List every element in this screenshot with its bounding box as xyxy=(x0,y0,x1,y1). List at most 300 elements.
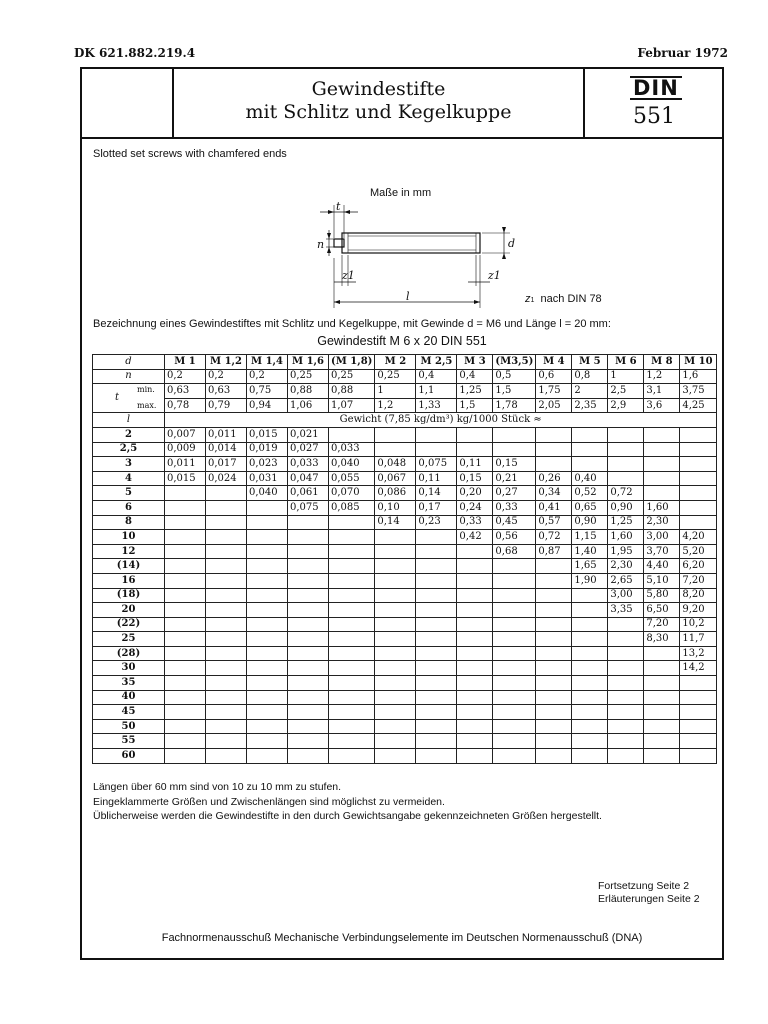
n-label: n xyxy=(93,369,165,384)
length-row xyxy=(93,676,717,691)
weight-cell: 0,11 xyxy=(416,471,457,486)
weight-cell xyxy=(457,646,493,661)
weight-cell xyxy=(536,676,572,691)
weight-cell xyxy=(165,500,206,515)
length-cell: 40 xyxy=(93,690,165,705)
length-row xyxy=(93,690,717,705)
weight-cell: 2,65 xyxy=(608,573,644,588)
weight-cell xyxy=(416,588,457,603)
weight-cell xyxy=(457,617,493,632)
weight-cell: 0,33 xyxy=(457,515,493,530)
length-cell: 30 xyxy=(93,661,165,676)
weight-cell xyxy=(457,544,493,559)
t-min-cell: 3,75 xyxy=(680,384,717,399)
n-cell: 0,2 xyxy=(247,369,288,384)
weight-cell xyxy=(206,661,247,676)
weight-cell xyxy=(206,500,247,515)
weight-cell xyxy=(536,457,572,472)
size-header-cell: M 3 xyxy=(457,355,493,370)
weight-cell xyxy=(572,632,608,647)
weight-table xyxy=(92,354,717,764)
weight-cell: 3,00 xyxy=(608,588,644,603)
weight-cell: 1,60 xyxy=(644,500,680,515)
weight-cell: 0,024 xyxy=(206,471,247,486)
weight-cell xyxy=(572,603,608,618)
weight-cell xyxy=(608,690,644,705)
weight-cell: 0,007 xyxy=(165,427,206,442)
weight-cell xyxy=(375,573,416,588)
weight-cell xyxy=(165,530,206,545)
weight-cell: 5,20 xyxy=(680,544,717,559)
weight-cell xyxy=(288,676,329,691)
weight-cell xyxy=(536,559,572,574)
weight-cell xyxy=(206,530,247,545)
weight-cell xyxy=(375,617,416,632)
length-cell: (18) xyxy=(93,588,165,603)
weight-cell xyxy=(206,617,247,632)
weight-cell xyxy=(680,690,717,705)
weight-cell xyxy=(206,588,247,603)
weight-cell xyxy=(416,427,457,442)
weight-cell: 14,2 xyxy=(680,661,717,676)
weight-cell: 0,26 xyxy=(536,471,572,486)
t-max-cell: 0,94 xyxy=(247,398,288,413)
t-min-cell: 0,63 xyxy=(206,384,247,399)
t-max-cell: 0,79 xyxy=(206,398,247,413)
weight-cell xyxy=(165,573,206,588)
n-cell: 0,4 xyxy=(457,369,493,384)
weight-cell xyxy=(329,749,375,764)
weight-cell xyxy=(536,588,572,603)
weight-cell xyxy=(375,719,416,734)
weight-cell xyxy=(329,646,375,661)
weight-cell xyxy=(247,749,288,764)
weight-cell: 0,90 xyxy=(572,515,608,530)
weight-cell xyxy=(644,676,680,691)
weight-cell xyxy=(247,690,288,705)
n-cell: 0,25 xyxy=(288,369,329,384)
weight-cell xyxy=(536,442,572,457)
n-cell: 0,25 xyxy=(329,369,375,384)
weight-cell xyxy=(644,646,680,661)
label-d: d xyxy=(508,237,516,250)
weight-cell xyxy=(572,734,608,749)
weight-cell: 0,075 xyxy=(416,457,457,472)
weight-cell: 0,015 xyxy=(165,471,206,486)
weight-cell xyxy=(536,617,572,632)
weight-cell xyxy=(608,442,644,457)
weight-cell: 0,65 xyxy=(572,500,608,515)
weight-cell xyxy=(457,442,493,457)
weight-cell xyxy=(165,515,206,530)
weight-cell xyxy=(288,559,329,574)
weight-cell: 0,33 xyxy=(493,500,536,515)
weight-cell xyxy=(165,705,206,720)
l-label: l xyxy=(93,413,165,428)
weight-cell xyxy=(288,661,329,676)
weight-cell xyxy=(165,676,206,691)
length-row xyxy=(93,588,717,603)
weight-cell xyxy=(206,544,247,559)
t-min-cell: 1,5 xyxy=(493,384,536,399)
weight-cell: 0,011 xyxy=(206,427,247,442)
weight-cell xyxy=(206,632,247,647)
weight-cell xyxy=(680,705,717,720)
t-min-cell: 2,5 xyxy=(608,384,644,399)
note-3: Üblicherweise werden die Gewindestifte in den durch Gewichtsangabe gekennzeichneten Größen hergestellt. xyxy=(93,810,602,822)
t-min-label: min. xyxy=(137,385,155,395)
weight-cell xyxy=(329,705,375,720)
n-cell: 0,6 xyxy=(536,369,572,384)
dk-classification: DK 621.882.219.4 xyxy=(74,46,196,60)
weight-cell xyxy=(329,719,375,734)
weight-cell: 0,87 xyxy=(536,544,572,559)
weight-cell xyxy=(375,676,416,691)
weight-cell xyxy=(572,442,608,457)
t-max-cell: 1,33 xyxy=(416,398,457,413)
weight-cell: 0,075 xyxy=(288,500,329,515)
weight-cell xyxy=(572,749,608,764)
weight-cell xyxy=(457,573,493,588)
weight-cell xyxy=(680,515,717,530)
weight-cell xyxy=(375,661,416,676)
weight-cell xyxy=(247,719,288,734)
weight-cell xyxy=(608,457,644,472)
t-min-cell: 1,25 xyxy=(457,384,493,399)
weight-cell xyxy=(206,705,247,720)
length-cell: 16 xyxy=(93,573,165,588)
weight-cell xyxy=(457,676,493,691)
weight-cell: 3,35 xyxy=(608,603,644,618)
length-cell: 6 xyxy=(93,500,165,515)
weight-cell xyxy=(416,442,457,457)
weight-cell xyxy=(680,486,717,501)
weight-cell: 2,30 xyxy=(644,515,680,530)
weight-cell xyxy=(288,632,329,647)
weight-cell xyxy=(457,734,493,749)
weight-cell: 0,27 xyxy=(493,486,536,501)
weight-cell xyxy=(165,603,206,618)
weight-cell xyxy=(329,588,375,603)
weight-cell: 0,040 xyxy=(329,457,375,472)
weight-cell xyxy=(288,719,329,734)
size-header-cell: M 5 xyxy=(572,355,608,370)
label-t: t xyxy=(336,200,341,213)
weight-cell: 1,40 xyxy=(572,544,608,559)
weight-cell xyxy=(536,603,572,618)
weight-cell: 0,14 xyxy=(375,515,416,530)
weight-cell xyxy=(457,661,493,676)
t-min-cell: 0,88 xyxy=(329,384,375,399)
weight-cell xyxy=(493,559,536,574)
weight-cell xyxy=(536,632,572,647)
length-cell: 8 xyxy=(93,515,165,530)
weight-cell xyxy=(247,676,288,691)
weight-cell: 0,067 xyxy=(375,471,416,486)
weight-cell: 1,65 xyxy=(572,559,608,574)
weight-cell xyxy=(493,719,536,734)
weight-cell: 6,50 xyxy=(644,603,680,618)
length-row xyxy=(93,719,717,734)
weight-cell xyxy=(493,661,536,676)
weight-cell: 0,023 xyxy=(247,457,288,472)
weight-cell: 0,15 xyxy=(493,457,536,472)
note-2: Eingeklammerte Größen und Zwischenlängen sind möglichst zu vermeiden. xyxy=(93,796,445,808)
weight-cell xyxy=(329,617,375,632)
weight-cell: 4,20 xyxy=(680,530,717,545)
weight-cell: 0,41 xyxy=(536,500,572,515)
weight-cell: 0,021 xyxy=(288,427,329,442)
weight-cell xyxy=(288,544,329,559)
weight-cell xyxy=(536,646,572,661)
weight-cell xyxy=(206,676,247,691)
weight-cell: 0,019 xyxy=(247,442,288,457)
weight-cell xyxy=(493,690,536,705)
weight-cell: 5,10 xyxy=(644,573,680,588)
weight-cell: 1,60 xyxy=(608,530,644,545)
weight-cell xyxy=(247,500,288,515)
weight-cell xyxy=(165,749,206,764)
length-row xyxy=(93,442,717,457)
t-min-cell: 1,75 xyxy=(536,384,572,399)
length-cell: (14) xyxy=(93,559,165,574)
weight-cell xyxy=(206,734,247,749)
weight-cell: 4,40 xyxy=(644,559,680,574)
t-max-cell: 1,78 xyxy=(493,398,536,413)
weight-cell xyxy=(165,646,206,661)
weight-cell: 0,085 xyxy=(329,500,375,515)
size-header-cell: M 2 xyxy=(375,355,416,370)
weight-cell xyxy=(165,544,206,559)
n-cell: 0,8 xyxy=(572,369,608,384)
weight-cell: 0,15 xyxy=(457,471,493,486)
size-header-cell: M 1 xyxy=(165,355,206,370)
weight-cell xyxy=(493,442,536,457)
weight-cell xyxy=(329,544,375,559)
length-row xyxy=(93,749,717,764)
weight-cell xyxy=(206,749,247,764)
t-min-cell: 0,88 xyxy=(288,384,329,399)
weight-cell xyxy=(608,676,644,691)
length-cell: 5 xyxy=(93,486,165,501)
weight-cell xyxy=(608,734,644,749)
size-header-cell: M 1,6 xyxy=(288,355,329,370)
weight-cell xyxy=(329,676,375,691)
n-cell: 1,6 xyxy=(680,369,717,384)
weight-cell xyxy=(536,705,572,720)
weight-cell: 0,033 xyxy=(288,457,329,472)
weight-cell xyxy=(416,676,457,691)
weight-cell xyxy=(608,705,644,720)
weight-cell xyxy=(493,705,536,720)
weight-cell xyxy=(608,749,644,764)
n-cell: 0,2 xyxy=(206,369,247,384)
weight-cell xyxy=(416,559,457,574)
weight-cell xyxy=(288,646,329,661)
weight-cell: 7,20 xyxy=(644,617,680,632)
weight-cell: 2,30 xyxy=(608,559,644,574)
length-row xyxy=(93,705,717,720)
weight-cell xyxy=(247,705,288,720)
weight-cell xyxy=(165,486,206,501)
weight-cell: 0,14 xyxy=(416,486,457,501)
weight-header: Gewicht (7,85 kg/dm³) kg/1000 Stück ≈ xyxy=(165,413,717,428)
weight-cell xyxy=(247,530,288,545)
weight-cell xyxy=(165,690,206,705)
weight-cell: 0,017 xyxy=(206,457,247,472)
weight-cell: 0,086 xyxy=(375,486,416,501)
weight-cell xyxy=(536,734,572,749)
weight-cell xyxy=(608,617,644,632)
weight-cell xyxy=(416,646,457,661)
dimensions-note: Maße in mm xyxy=(370,187,432,199)
n-cell: 0,5 xyxy=(493,369,536,384)
weight-cell xyxy=(608,661,644,676)
designation-text: Bezeichnung eines Gewindestiftes mit Schlitz und Kegelkuppe, mit Gewinde d = M6 und Länge l = 20 mm: xyxy=(93,318,611,330)
weight-cell xyxy=(680,471,717,486)
weight-cell: 3,00 xyxy=(644,530,680,545)
weight-cell xyxy=(680,500,717,515)
weight-cell xyxy=(375,734,416,749)
weight-cell xyxy=(375,632,416,647)
weight-cell xyxy=(206,603,247,618)
length-row xyxy=(93,559,717,574)
weight-cell xyxy=(288,734,329,749)
weight-cell: 0,56 xyxy=(493,530,536,545)
title-line-2: mit Schlitz und Kegelkuppe xyxy=(245,101,512,123)
length-cell: 35 xyxy=(93,676,165,691)
length-row xyxy=(93,515,717,530)
weight-cell xyxy=(416,705,457,720)
weight-cell xyxy=(493,617,536,632)
weight-cell: 8,30 xyxy=(644,632,680,647)
weight-cell xyxy=(288,530,329,545)
weight-cell xyxy=(247,588,288,603)
t-max-row xyxy=(93,398,717,413)
weight-cell xyxy=(375,442,416,457)
weight-cell xyxy=(572,705,608,720)
weight-cell xyxy=(644,690,680,705)
length-cell: 25 xyxy=(93,632,165,647)
weight-cell xyxy=(206,486,247,501)
weight-cell xyxy=(680,676,717,691)
weight-cell xyxy=(680,719,717,734)
note-1: Längen über 60 mm sind von 10 zu 10 mm zu stufen. xyxy=(93,781,342,793)
weight-cell xyxy=(608,632,644,647)
weight-cell xyxy=(644,442,680,457)
weight-cell: 0,047 xyxy=(288,471,329,486)
n-cell: 0,4 xyxy=(416,369,457,384)
weight-cell xyxy=(375,646,416,661)
weight-cell xyxy=(165,588,206,603)
weight-cell xyxy=(247,603,288,618)
weight-cell: 0,20 xyxy=(457,486,493,501)
weight-cell xyxy=(247,544,288,559)
length-row xyxy=(93,661,717,676)
weight-cell xyxy=(644,457,680,472)
size-header-cell: M 8 xyxy=(644,355,680,370)
weight-cell: 0,52 xyxy=(572,486,608,501)
n-cell: 1,2 xyxy=(644,369,680,384)
weight-cell xyxy=(457,559,493,574)
length-cell: 20 xyxy=(93,603,165,618)
weight-cell xyxy=(457,632,493,647)
weight-cell xyxy=(608,646,644,661)
t-max-label: max. xyxy=(137,401,157,411)
weight-cell xyxy=(493,573,536,588)
weight-cell xyxy=(416,573,457,588)
designation-example: Gewindestift M 6 x 20 DIN 551 xyxy=(317,334,487,348)
n-cell: 0,2 xyxy=(165,369,206,384)
weight-cell xyxy=(288,588,329,603)
weight-cell xyxy=(416,719,457,734)
weight-cell xyxy=(572,719,608,734)
n-cell: 1 xyxy=(608,369,644,384)
weight-cell xyxy=(572,646,608,661)
weight-cell xyxy=(206,515,247,530)
t-max-cell: 1,07 xyxy=(329,398,375,413)
weight-cell xyxy=(572,457,608,472)
t-min-cell: 3,1 xyxy=(644,384,680,399)
length-row xyxy=(93,457,717,472)
length-cell: 4 xyxy=(93,471,165,486)
weight-cell xyxy=(288,690,329,705)
weight-cell xyxy=(680,442,717,457)
english-title: Slotted set screws with chamfered ends xyxy=(93,148,287,160)
d-label: d xyxy=(93,355,165,370)
weight-cell xyxy=(680,749,717,764)
weight-cell xyxy=(457,719,493,734)
t-label: t xyxy=(115,392,120,404)
t-label-cell xyxy=(93,384,165,413)
title-line-1: Gewindestifte xyxy=(311,78,446,100)
weight-cell xyxy=(288,705,329,720)
size-header-row xyxy=(93,355,717,370)
weight-cell xyxy=(416,749,457,764)
weight-cell: 0,24 xyxy=(457,500,493,515)
set-screw-drawing xyxy=(290,200,520,312)
weight-cell xyxy=(288,515,329,530)
weight-cell xyxy=(608,471,644,486)
z1-reference: z1 nach DIN 78 xyxy=(525,293,602,305)
weight-header-row xyxy=(93,413,717,428)
weight-cell xyxy=(206,690,247,705)
weight-cell xyxy=(329,515,375,530)
weight-cell xyxy=(572,588,608,603)
length-row xyxy=(93,500,717,515)
weight-cell xyxy=(644,661,680,676)
size-header-cell: M 2,5 xyxy=(416,355,457,370)
title-divider-right xyxy=(583,67,585,139)
weight-cell xyxy=(493,734,536,749)
label-z1-right: z1 xyxy=(488,269,501,282)
t-max-cell: 2,9 xyxy=(608,398,644,413)
length-row xyxy=(93,646,717,661)
weight-cell xyxy=(457,690,493,705)
weight-cell xyxy=(375,588,416,603)
length-row xyxy=(93,486,717,501)
weight-cell xyxy=(416,734,457,749)
length-row xyxy=(93,734,717,749)
weight-cell xyxy=(329,573,375,588)
length-cell: 10 xyxy=(93,530,165,545)
weight-cell: 0,011 xyxy=(165,457,206,472)
weight-cell: 0,014 xyxy=(206,442,247,457)
weight-cell xyxy=(165,559,206,574)
weight-cell: 0,17 xyxy=(416,500,457,515)
weight-cell xyxy=(416,603,457,618)
t-min-cell: 1 xyxy=(375,384,416,399)
